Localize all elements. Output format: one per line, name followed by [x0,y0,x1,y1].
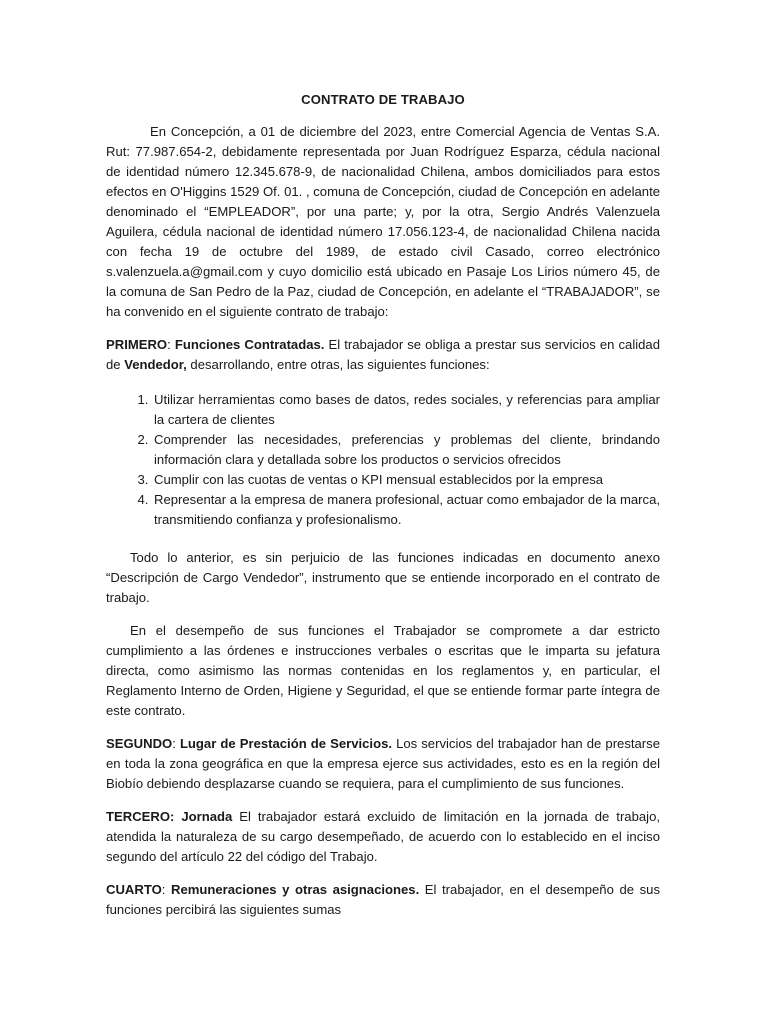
list-item: 3. Cumplir con las cuotas de ventas o KPI mensual establecidos por la empresa [152,470,660,490]
anexo-paragraph: Todo lo anterior, es sin perjuicio de las funciones indicadas en documento anexo “Descripción de Cargo Vendedor”, instrumento que se entiende incorporado en el contrato de trabajo. [106,550,660,605]
clause-tercero [106,807,660,867]
desempeno-paragraph: En el desempeño de sus funciones el Trabajador se compromete a dar estricto cumplimiento a las órdenes e instrucciones verbales o escritas que le imparta su jefatura directa, como asimismo las normas contenidas en los reglamentos y, en particular, el Reglamento Interno de Orden, Higiene y Seguridad, el que se entiende formar parte íntegra de este contrato. [106,623,660,718]
clause-text: Los servicios del trabajador han de prestarse en toda la zona geográfica en que la empresa ejerce sus actividades, esto es en la región del Biobío debiendo desplazarse cuando se requiera, para el cumplimiento de sus funciones. [106,736,660,791]
clause-label: TERCERO: [106,809,175,824]
clause-text: El trabajador estará excluido de limitación en la jornada de trabajo, atendida la naturaleza de su cargo desempeñado, de acuerdo con lo establecido en el inciso segundo del artículo 22 del código del Trabajo. [106,809,660,864]
clause-heading: Jornada [181,809,233,824]
intro-paragraph: En Concepción, a 01 de diciembre del 2023, entre Comercial Agencia de Ventas S.A. Rut: 77.987.654-2, debidamente representada por Juan Rodríguez Esparza, cédula nacional de identidad número 12.345.678-9, de nacionalidad Chilena, ambos domiciliados para estos efectos en O'Higgins 1529 Of. 01. , comuna de Concepción, ciudad de Concepción en adelante denominado el “EMPLEADOR”, por una parte; y, por la otra, Sergio Andrés Valenzuela Aguilera, cédula nacional de identidad número 17.056.123-4, de nacionalidad Chilena nacida con fecha 19 de octubre del 1989, de estado civil Casado, correo electrónico s.valenzuela.a@gmail.com y cuyo domicilio está ubicado en Pasaje Los Lirios número 45, de la comuna de San Pedro de la Paz, ciudad de Concepción, en adelante el “TRABAJADOR”, se ha convenido en el siguiente contrato de trabajo: [106,124,660,319]
clause-heading: Remuneraciones y otras asignaciones. [171,882,420,897]
document-title: CONTRATO DE TRABAJO [301,92,465,107]
clause-text: El trabajador se obliga a prestar sus servicios en calidad de [106,337,660,372]
clause-label: SEGUNDO [106,736,173,751]
contract-page [106,90,660,933]
clause-heading: Funciones Contratadas. [174,337,325,352]
clause-text: El trabajador, en el desempeño de sus funciones percibirá las siguientes sumas [106,882,660,917]
list-item: 1. Utilizar herramientas como bases de datos, redes sociales, y referencias para ampliar la cartera de clientes [152,390,660,430]
role-name: Vendedor, [124,357,187,372]
clause-heading: Lugar de Prestación de Servicios. [179,736,392,751]
clause-label: CUARTO [106,882,162,897]
clause-separator: : [167,337,175,352]
clause-text: desarrollando, entre otras, las siguientes funciones: [186,357,490,372]
clause-segundo [106,734,660,794]
clause-cuarto [106,880,660,920]
functions-list [106,390,660,530]
clause-label: PRIMERO [106,337,168,352]
clause-separator: : [161,882,172,897]
clause-primero [106,335,660,375]
clause-separator: : [172,736,180,751]
list-item: 2. Comprender las necesidades, preferencias y problemas del cliente, brindando información clara y detallada sobre los productos o servicios ofrecidos [152,430,660,470]
list-item: 4. Representar a la empresa de manera profesional, actuar como embajador de la marca, transmitiendo confianza y profesionalismo. [152,490,660,530]
